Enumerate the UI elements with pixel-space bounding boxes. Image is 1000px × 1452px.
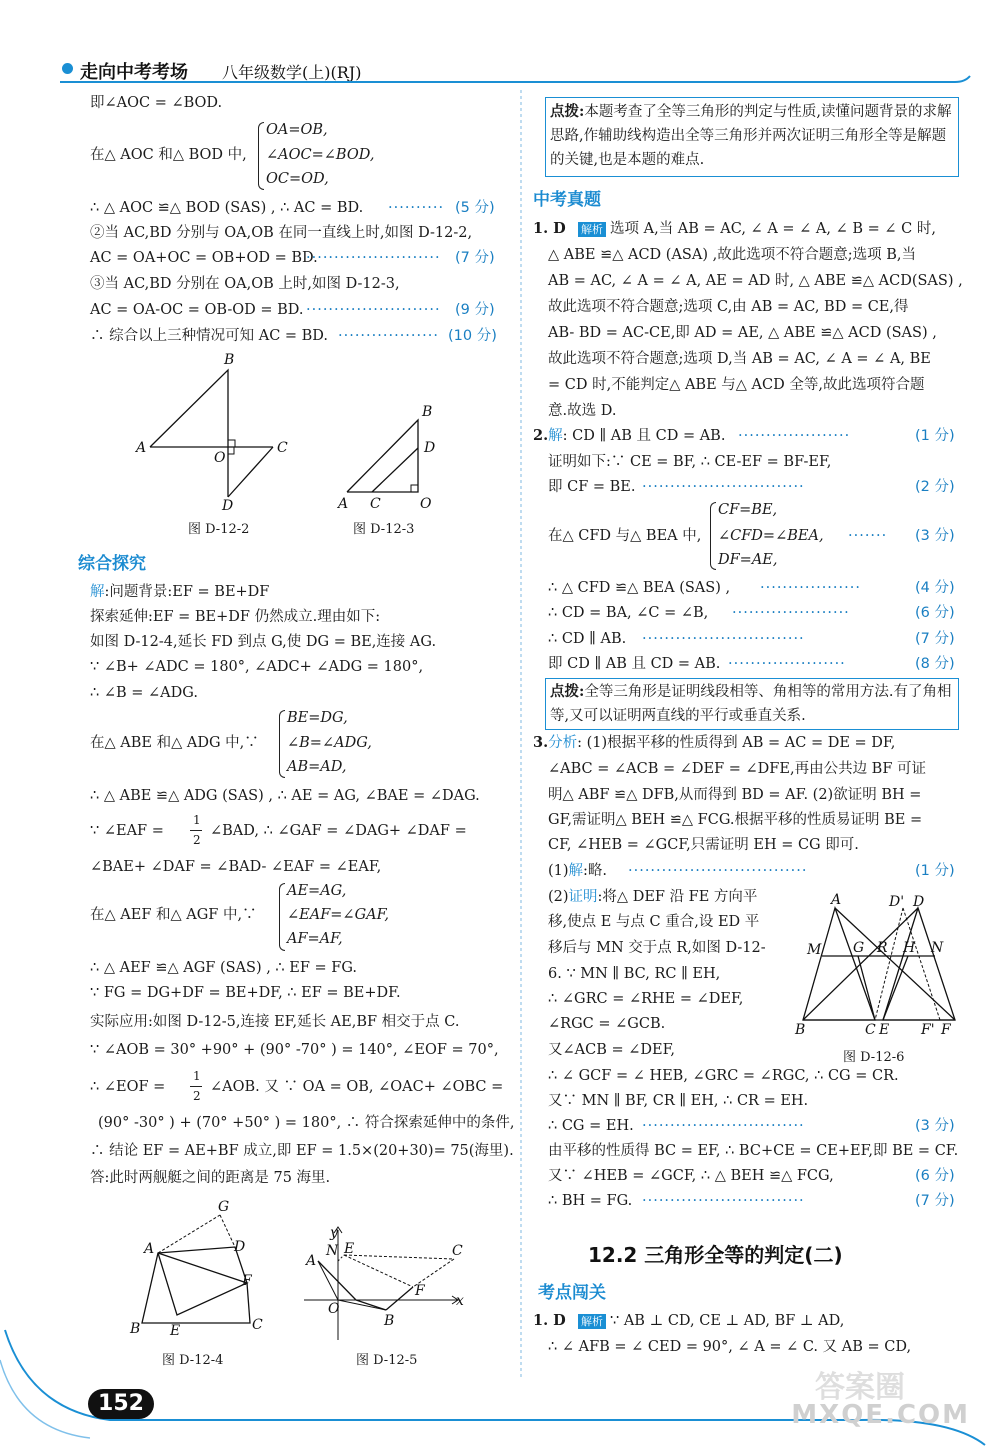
score: (3 分): [915, 1118, 955, 1134]
fig2-label-c: C: [277, 440, 288, 456]
fig6-label-n: N: [931, 940, 944, 956]
q2-line-2: 证明如下:∵ CE = BF, ∴ CE-EF = BF-EF,: [548, 454, 832, 470]
fig5-label-n: N: [326, 1243, 339, 1259]
fig2-caption: 图 D-12-2: [188, 522, 250, 537]
cond-3: OC=OD,: [266, 171, 329, 187]
q3-proof-line: 移后与 MN 交于点 R,如图 D-12-: [548, 940, 766, 956]
dot-leader: ··················: [338, 328, 439, 344]
score: (10 分): [448, 328, 497, 344]
angle-sum-2: (90° -30° ) + (70° +50° ) = 180°, ∴ 符合探索延伸中的条件,: [98, 1115, 515, 1131]
q3-line: 由平移的性质得 BC = EF, ∴ BC+CE = CE+EF,即 BE = CF.: [548, 1143, 959, 1159]
header-rule: [60, 74, 975, 88]
q2-line-8: 即 CD ∥ AB 且 CD = AB.: [548, 656, 721, 672]
fig3-label-a: A: [338, 496, 349, 512]
fig5-label-e: E: [344, 1241, 355, 1257]
q1-line: 故此选项不符合题意;选项 C,由 AB = AC, BD = CE,得: [548, 299, 909, 315]
score: (2 分): [915, 479, 955, 495]
cond-2: ∠AOC=∠BOD,: [266, 147, 375, 163]
fig4-label-g: G: [218, 1199, 230, 1215]
line-conclusion-angle: 即∠AOC = ∠BOD.: [90, 95, 223, 111]
tip-box-1: [545, 97, 959, 177]
section-title-explore: 综合探究: [78, 554, 146, 574]
q3-proof-line: 移,使点 E 与点 C 重合,设 ED 平: [548, 914, 760, 930]
score: (7 分): [915, 1193, 955, 1209]
fig4-label-d: D: [234, 1239, 246, 1255]
dot-leader: ·····························: [642, 631, 805, 647]
cond-1: BE=DG,: [287, 710, 348, 726]
fig6-label-a: A: [831, 892, 842, 908]
fig6-label-c: C: [865, 1022, 876, 1038]
fig5-label-o: O: [328, 1301, 340, 1317]
score: (6 分): [915, 605, 955, 621]
q3-line: 又∵ MN ∥ BF, CR ∥ EH, ∴ CR = EH.: [548, 1093, 809, 1109]
fig4-label-f: F: [242, 1273, 252, 1289]
q2-line-6: ∴ CD = BA, ∠C = ∠B,: [548, 605, 709, 621]
dot-leader: ·····················: [728, 656, 846, 672]
q3-proof-line: 6. ∵ MN ∥ BC, RC ∥ EH,: [548, 966, 721, 982]
q3-part2: (2)证明:将△ DEF 沿 FE 方向平: [548, 889, 758, 905]
fig4-label-c: C: [252, 1317, 263, 1333]
solution-tag: 解: [90, 584, 105, 600]
line-summary: ∴ 综合以上三种情况可知 AC = BD.: [90, 328, 329, 344]
q3-line: GF,需证明△ BEH ≌△ FCG.根据平移的性质易证明 BE =: [548, 812, 923, 828]
dot-leader: ····················: [738, 428, 851, 444]
fig2-label-o: O: [214, 450, 226, 466]
construct-line: 如图 D-12-4,延长 FD 到点 G,使 DG = BE,连接 AG.: [90, 634, 437, 650]
fig5-label-f: F: [415, 1283, 425, 1299]
score: (7 分): [915, 631, 955, 647]
q2-line-4: 在△ CFD 与△ BEA 中,: [548, 528, 702, 544]
analysis-tag: 解析: [578, 222, 606, 237]
dot-leader: ·····················: [732, 605, 850, 621]
system-brace: [279, 883, 285, 951]
column-divider: [519, 90, 523, 1380]
fig4-label-a: A: [144, 1241, 155, 1257]
fig6-label-m: M: [807, 942, 822, 958]
dot-leader: ································: [628, 863, 808, 879]
triangle-aef-agf: 在△ AEF 和△ AGF 中,∵: [90, 907, 257, 923]
q3-line: ∠ABC = ∠ACB = ∠DEF = ∠DFE,再由公共边 BF 可证: [548, 761, 926, 777]
dot-leader: ·······: [848, 528, 888, 544]
figure-d-12-2: [130, 350, 300, 515]
fig4-label-e: E: [170, 1323, 181, 1339]
fig2-label-d: D: [222, 498, 234, 514]
tip-box-2: [545, 678, 959, 730]
answer-line: 答:此时两舰艇之间的距离是 75 海里.: [90, 1170, 331, 1186]
q4-line-2: ∴ ∠ AFB = ∠ CED = 90°, ∠ A = ∠ C. 又 AB = CD,: [548, 1339, 912, 1355]
cond-2: ∠CFD=∠BEA,: [718, 528, 824, 544]
fig6-label-fprime: F': [921, 1022, 935, 1038]
q1-line: 意.故选 D.: [548, 403, 617, 419]
system-brace: [258, 122, 264, 190]
score: (9 分): [455, 302, 495, 318]
score: (3 分): [915, 528, 955, 544]
eaf-line-a: ∵ ∠EAF =: [90, 823, 164, 839]
q1-line: AB- BD = AC-CE,即 AD = AE, △ ABE ≌△ ACD (SAS) ,: [548, 325, 937, 341]
q3-proof-line: 又∠ACB = ∠DEF,: [548, 1042, 676, 1058]
line-case2-eq: AC = OA+OC = OB+OD = BD.: [90, 250, 318, 266]
fig3-label-b: B: [422, 404, 433, 420]
explore-line: 探索延伸:EF = BE+DF 仍然成立.理由如下:: [90, 609, 381, 625]
cond-1: OA=OB,: [266, 122, 328, 138]
fig5-caption: 图 D-12-5: [356, 1353, 418, 1368]
tip-label: 点拨:: [550, 103, 585, 120]
q3-proof-line: ∴ ∠GRC = ∠RHE = ∠DEF,: [548, 991, 744, 1007]
line-in-triangles: 在△ AOC 和△ BOD 中,: [90, 147, 247, 163]
angle-aob-line: ∵ ∠AOB = 30° +90° + (90° -70° ) = 140°, ∠EOF = 70°,: [90, 1042, 499, 1058]
figure-d-12-6: [785, 890, 965, 1040]
line-congruent: ∴ △ AOC ≌△ BOD (SAS) , ∴ AC = BD.: [90, 200, 364, 216]
fig2-label-b: B: [224, 352, 235, 368]
system-brace: [279, 710, 285, 778]
solution-line: 解:问题背景:EF = BE+DF: [90, 584, 270, 600]
application-line: 实际应用:如图 D-12-5,连接 EF,延长 AE,BF 相交于点 C.: [90, 1014, 460, 1030]
book-title: 八年级数学(上)(RJ): [222, 63, 362, 82]
dot-leader: ··········: [388, 200, 445, 216]
fig6-label-f: F: [941, 1022, 951, 1038]
q4-answer: 1. D: [533, 1312, 566, 1329]
line-case3: ③当 AC,BD 分别在 OA,OB 上时,如图 D-12-3,: [90, 276, 400, 292]
chapter-title: 12.2 三角形全等的判定(二): [588, 1243, 843, 1267]
analysis-tag: 分析: [548, 735, 578, 751]
page-number: 152: [88, 1389, 154, 1419]
score: (7 分): [455, 250, 495, 266]
figure-d-12-3: [330, 400, 450, 515]
q1-line: AB = AC, ∠ A = ∠ A, AE = AD 时, △ ABE ≌△ ACD(SAS) ,: [548, 273, 963, 289]
cond-1: AE=AG,: [287, 883, 347, 899]
score: (1 分): [915, 863, 955, 879]
eof-line-b: ∠AOB. 又 ∵ OA = OB, ∠OAC+ ∠OBC =: [210, 1079, 504, 1095]
frac-den: 2: [193, 833, 201, 847]
angle-eq-line: ∴ ∠B = ∠ADG.: [90, 685, 198, 701]
score: (8 分): [915, 656, 955, 672]
frac-num: 1: [193, 813, 201, 827]
q2-line-5: ∴ △ CFD ≌△ BEA (SAS) ,: [548, 580, 731, 596]
fig5-label-b: B: [384, 1313, 395, 1329]
congruent-abe-adg: ∴ △ ABE ≌△ ADG (SAS) , ∴ AE = AG, ∠BAE = ∠DAG.: [90, 788, 480, 804]
score: (5 分): [455, 200, 495, 216]
q1-line: 故此选项不符合题意;选项 D,当 AB = AC, ∠ A = ∠ A, BE: [548, 351, 931, 367]
fig6-label-e: E: [879, 1022, 890, 1038]
dot-leader: ·····························: [642, 1118, 805, 1134]
analysis-tag: 解析: [578, 1314, 606, 1329]
watermark-url: MXQE.COM: [791, 1400, 970, 1430]
conclusion-line: ∴ 结论 EF = AE+BF 成立,即 EF = 1.5×(20+30)= 75(海里).: [90, 1143, 514, 1159]
dot-leader: ··················: [760, 580, 861, 596]
tip-text: 全等三角形是证明线段相等、角相等的常用方法.有了角相等,又可以证明两直线的平行或垂直关系.: [550, 684, 952, 724]
dot-leader: ·····························: [642, 1193, 805, 1209]
fig6-label-dprime: D': [889, 894, 905, 910]
series-title: 走向中考考场: [80, 62, 188, 83]
eof-line-a: ∴ ∠EOF =: [90, 1079, 166, 1095]
dot-leader: ·····························: [642, 479, 805, 495]
tip-label: 点拨:: [550, 683, 585, 700]
fig3-label-d: D: [424, 440, 436, 456]
q3-line: ∴ BH = FG.: [548, 1193, 633, 1209]
watermark-logo: 答案圈: [815, 1370, 905, 1405]
bae-line: ∠BAE+ ∠DAF = ∠BAD- ∠EAF = ∠EAF,: [90, 859, 382, 875]
cond-2: ∠EAF=∠GAF,: [287, 907, 390, 923]
q3-line: ∴ ∠ GCF = ∠ HEB, ∠GRC = ∠RGC, ∴ CG = CR.: [548, 1068, 899, 1084]
q1-tag-wrap: 解析 选项 A,当 AB = AC, ∠ A = ∠ A, ∠ B = ∠ C 时,: [578, 219, 936, 239]
dot-leader: ························: [306, 302, 441, 318]
q2-line-1: 2.解: CD ∥ AB 且 CD = AB.: [533, 427, 726, 444]
fig6-label-d: D: [913, 894, 925, 910]
q1-line: △ ABE ≌△ ACD (ASA) ,故此选项不符合题意;选项 B,当: [548, 247, 916, 263]
q4-line-1: 解析 ∵ AB ⊥ CD, CE ⊥ AD, BF ⊥ AD,: [578, 1311, 844, 1331]
score: (4 分): [915, 580, 955, 596]
q3-line: 又∵ ∠HEB = ∠GCF, ∴ △ BEH ≌△ FCG,: [548, 1168, 834, 1184]
eaf-line-b: ∠BAD, ∴ ∠GAF = ∠DAG+ ∠DAF =: [210, 823, 467, 839]
cond-3: AF=AF,: [287, 931, 343, 947]
tip-text: 本题考查了全等三角形的判定与性质,读懂问题背景的求解思路,作辅助线构造出全等三角形并两次证明三角形全等是解题的关键,也是本题的难点.: [550, 104, 952, 168]
angle-sum-line: ∵ ∠B+ ∠ADC = 180°, ∠ADC+ ∠ADG = 180°,: [90, 659, 424, 675]
q3-line: ∴ CG = EH.: [548, 1118, 634, 1134]
fig4-label-b: B: [130, 1321, 141, 1337]
q2-line-3: 即 CF = BE.: [548, 479, 636, 495]
score: (6 分): [915, 1168, 955, 1184]
frac-num: 1: [193, 1069, 201, 1083]
cond-2: ∠B=∠ADG,: [287, 735, 372, 751]
fig3-caption: 图 D-12-3: [353, 522, 415, 537]
q1-answer: 1. D: [533, 220, 566, 237]
q2-line-7: ∴ CD ∥ AB.: [548, 631, 627, 647]
cond-1: CF=BE,: [718, 502, 778, 518]
score: (1 分): [915, 428, 955, 444]
fig4-caption: 图 D-12-4: [162, 1353, 224, 1368]
fig5-label-a: A: [306, 1253, 317, 1269]
dot-leader: ························: [306, 250, 441, 266]
system-brace: [710, 502, 716, 570]
q3-line-1: 3.分析: (1)根据平移的性质得到 AB = AC = DE = DF,: [533, 734, 896, 751]
triangle-abe-adg: 在△ ABE 和△ ADG 中,∵: [90, 735, 259, 751]
fig5-label-c: C: [452, 1243, 463, 1259]
fig6-caption: 图 D-12-6: [843, 1050, 905, 1065]
cond-3: AB=AD,: [287, 759, 347, 775]
line-case2: ②当 AC,BD 分别与 OA,OB 在同一直线上时,如图 D-12-2,: [90, 225, 473, 241]
cond-3: DF=AE,: [718, 552, 778, 568]
fig3-label-o: O: [420, 496, 432, 512]
congruent-aef-agf: ∴ △ AEF ≌△ AGF (SAS) , ∴ EF = FG.: [90, 960, 358, 976]
line-case3-eq: AC = OA-OC = OB-OD = BD.: [90, 302, 304, 318]
q3-line: CF, ∠HEB = ∠GCF,只需证明 EH = CG 即可.: [548, 837, 859, 853]
q3-proof-line: ∠RGC = ∠GCB.: [548, 1016, 666, 1032]
fig3-label-c: C: [370, 496, 381, 512]
fig6-label-g: G: [853, 940, 865, 956]
proof-tag: 证明: [568, 889, 598, 905]
fig2-label-a: A: [136, 440, 147, 456]
fig5-label-x: x: [456, 1293, 464, 1309]
q1-line: = CD 时,不能判定△ ABE 与△ ACD 全等,故此选项符合题: [548, 377, 925, 393]
section-title-exam: 中考真题: [533, 190, 601, 210]
section-title-points: 考点闯关: [538, 1283, 606, 1303]
fig6-label-h: H: [903, 940, 916, 956]
fig5-label-y: y: [330, 1225, 338, 1241]
fg-line: ∵ FG = DG+DF = BE+DF, ∴ EF = BE+DF.: [90, 985, 401, 1001]
fig6-label-r: R: [877, 940, 888, 956]
q3-part1: (1)解:略.: [548, 863, 608, 879]
q3-line: 明△ ABF ≌△ DFB,从而得到 BD = AF. (2)欲证明 BH =: [548, 787, 922, 803]
header-bullet-icon: [62, 63, 73, 74]
frac-den: 2: [193, 1089, 201, 1103]
fig6-label-b: B: [795, 1022, 806, 1038]
